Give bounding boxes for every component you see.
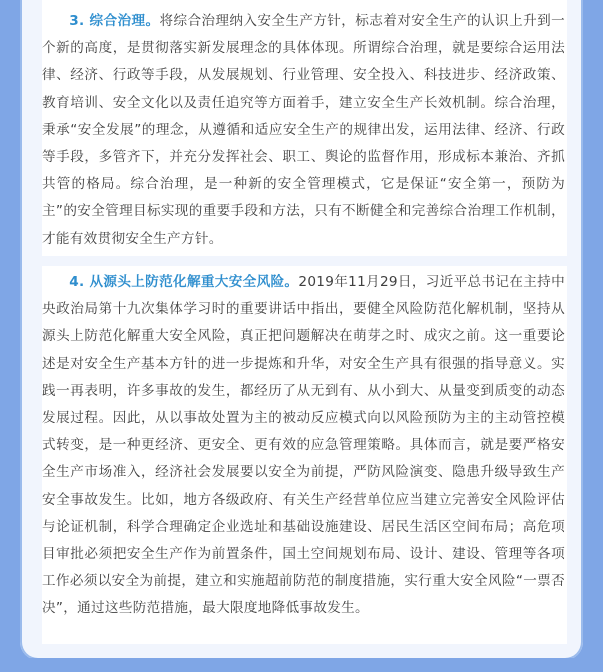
section-card-4 [42, 266, 567, 644]
section-heading: 4. 从源头上防范化解重大安全风险。 [69, 274, 299, 290]
section-card-3 [42, 0, 567, 256]
section-body: 将综合治理纳入安全生产方针，标志着对安全生产的认识上升到一个新的高度，是贯彻落实新发展理念的具体体现。所谓综合治理，就是要综合运用法律、经济、行政等手段，从发展规划、行业管理、安全投入、科技进步、经济政策、教育培训、安全文化以及责任追究等方面着手，建立安全生产长效机制。综合治理，秉承“安全发展”的理念，从遵循和适应安全生产的规律出发，运用法律、经济、行政等手段，多管齐下，并充分发挥社会、职工、舆论的监督作用，形成标本兼治、齐抓共管的格局。综合治理，是一种新的安全管理模式，它是保证“安全第一，预防为主”的安全管理目标实现的重要手段和方法，只有不断健全和完善综合治理工作机制，才能有效贯彻安全生产方针。 [42, 13, 565, 247]
section-heading: 3. 综合治理。 [69, 13, 160, 29]
section-body: 2019年11月29日，习近平总书记在主持中央政治局第十九次集体学习时的重要讲话中指出，要健全风险防范化解机制，坚持从源头上防范化解重大安全风险，真正把问题解决在萌芽之时、成灾之前。这一重要论述是对安全生产基本方针的进一步提炼和升华，对安全生产具有很强的指导意义。实践一再表明，许多事故的发生，都经历了从无到有、从小到大、从量变到质变的动态发展过程。因此，从以事故处置为主的被动反应模式向以风险预防为主的主动管控模式转变，是一种更经济、更安全、更有效的应急管理策略。具体而言，就是要严格安全生产市场准入，经济社会发展要以安全为前提，严防风险演变、隐患升级导致生产安全事故发生。比如，地方各级政府、有关生产经营单位应当建立完善安全风险评估与论证机制，科学合理确定企业选址和基础设施建设、居民生活区空间布局；高危项目审批必须把安全生产作为前置条件，国土空间规划布局、设计、建设、管理等各项工作必须以安全为前提，建立和实施超前防范的制度措施，实行重大安全风险“一票否决”，通过这些防范措施，最大限度地降低事故发生。 [42, 274, 565, 617]
section-paragraph [42, 0, 567, 253]
section-paragraph [42, 266, 567, 623]
page-bottom-border [20, 658, 583, 672]
